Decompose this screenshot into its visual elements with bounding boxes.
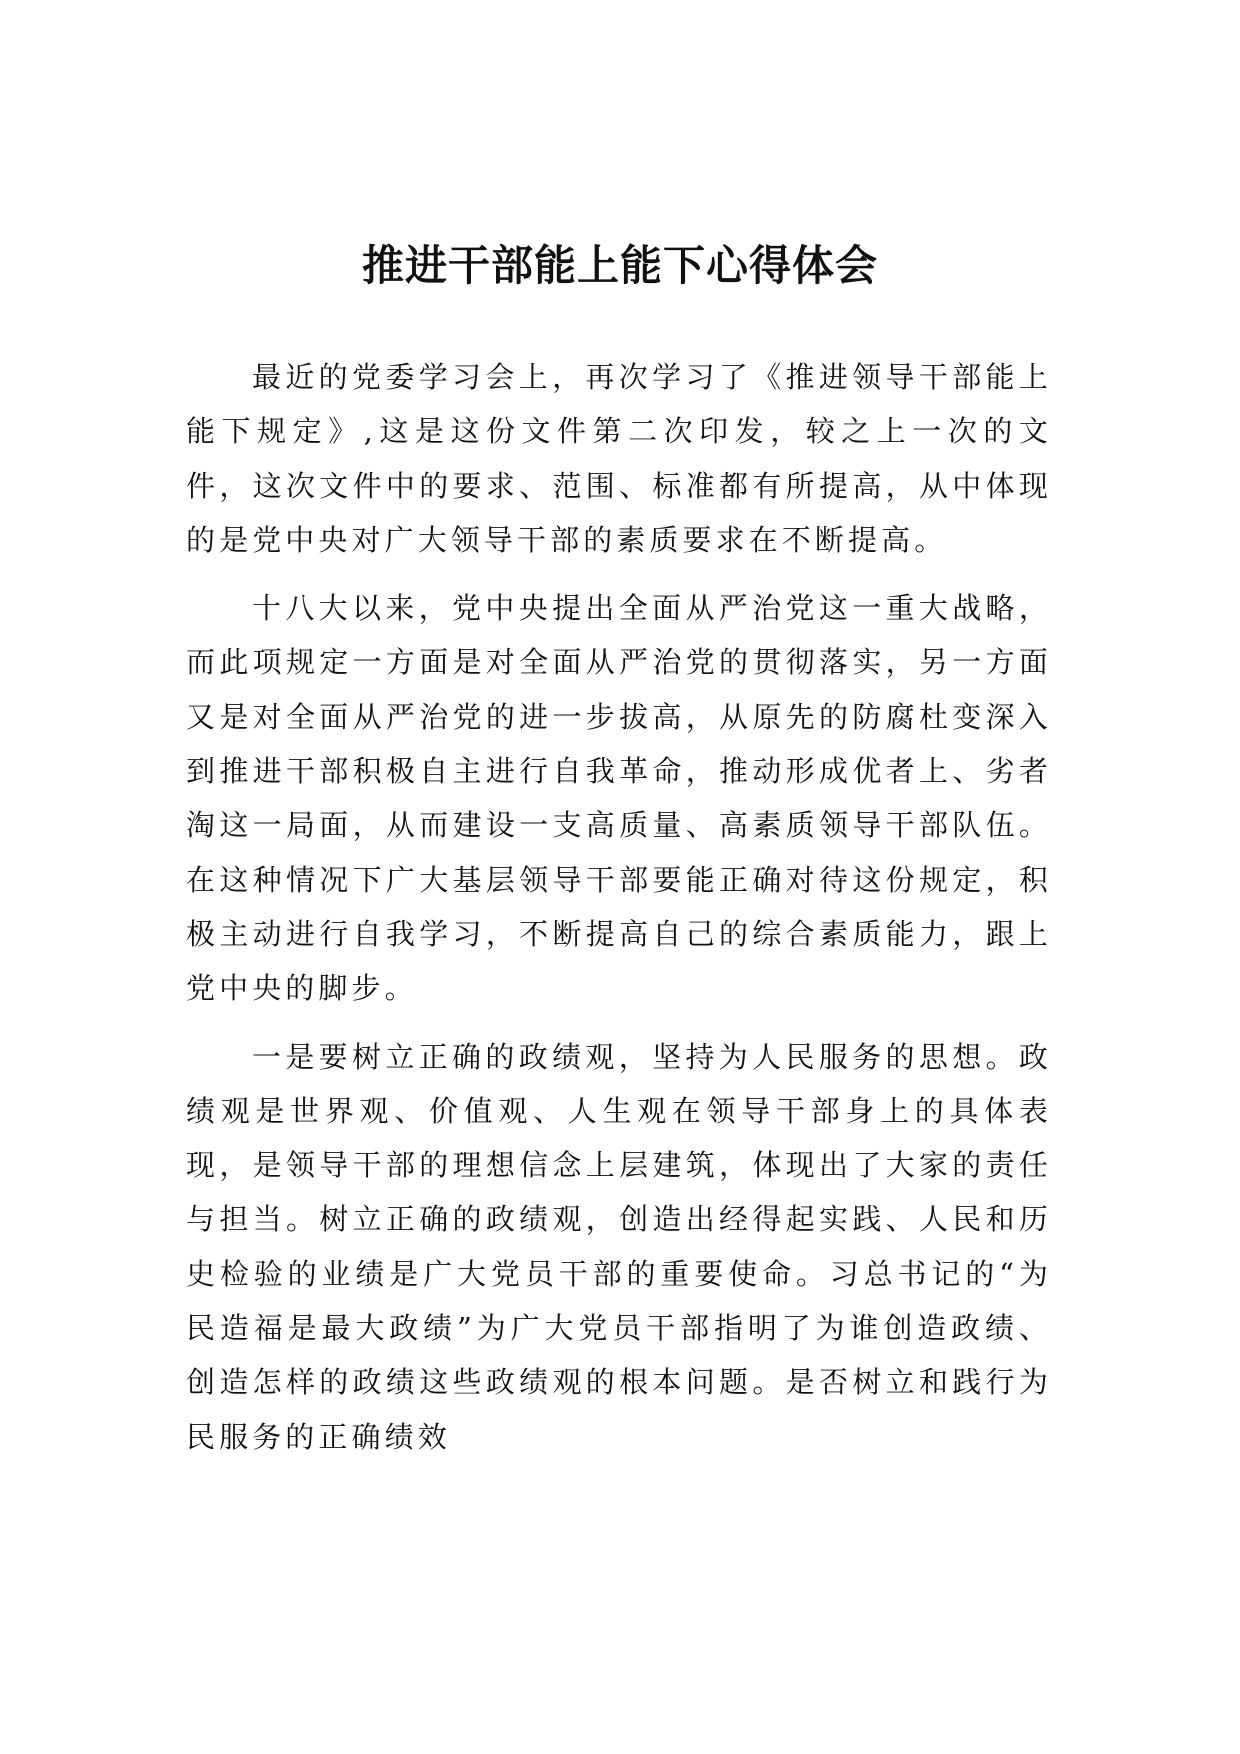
paragraph-3: 一是要树立正确的政绩观，坚持为人民服务的思想。政绩观是世界观、价值观、人生观在领导干部身上的具体表现，是领导干部的理想信念上层建筑，体现出了大家的责任与担当。树立正确的政绩观，创造出经得起实践、人民和历史检验的业绩是广大党员干部的重要使命。习总书记的“为民造福是最大政绩”为广大党员干部指明了为谁创造政绩、创造怎样的政绩这些政绩观的根本问题。是否树立和践行为民服务的正确绩效: [186, 1039, 1052, 1454]
document-body: [186, 350, 1052, 1478]
paragraph-1: 最近的党委学习会上，再次学习了《推进领导干部能上能下规定》,这是这份文件第二次印发，较之上一次的文件，这次文件中的要求、范围、标准都有所提高，从中体现的是党中央对广大领导干部的素质要求在不断提高。: [186, 360, 1052, 557]
document-title: 推进干部能上能下心得体会: [361, 241, 878, 290]
paragraph-2: 十八大以来，党中央提出全面从严治党这一重大战略，而此项规定一方面是对全面从严治党的贯彻落实，另一方面又是对全面从严治党的进一步拔高，从原先的防腐杜变深入到推进干部积极自主进行自我革命，推动形成优者上、劣者淘这一局面，从而建设一支高质量、高素质领导干部队伍。在这种情况下广大基层领导干部要能正确对待这份规定，积极主动进行自我学习，不断提高自己的综合素质能力，跟上党中央的脚步。: [186, 591, 1052, 1006]
